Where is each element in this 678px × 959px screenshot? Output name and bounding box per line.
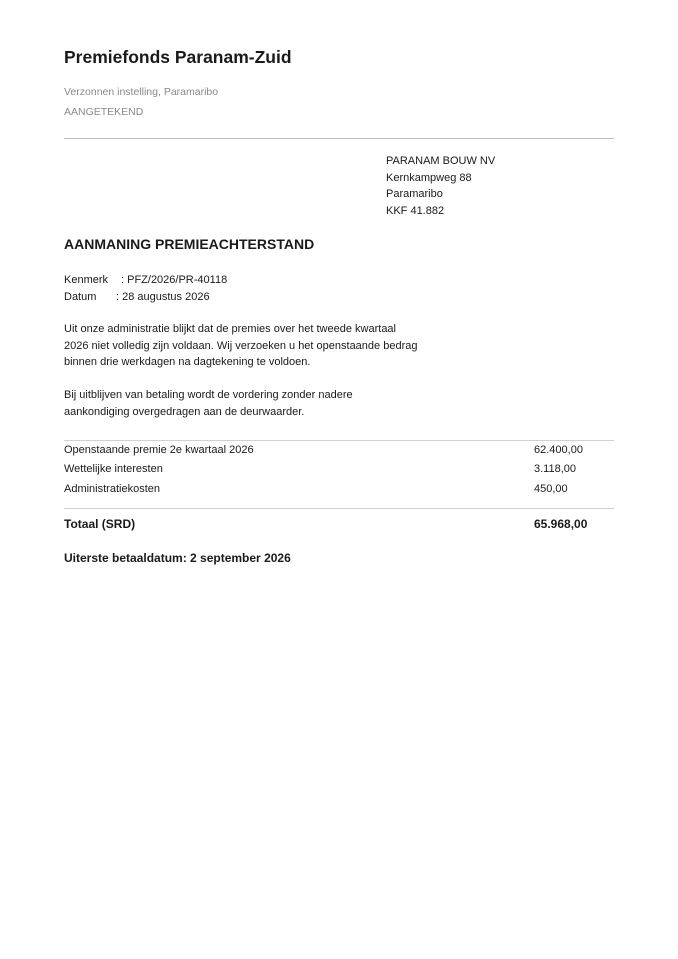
- items-divider-bottom: [64, 508, 614, 509]
- table-row: [64, 463, 614, 482]
- due-date: Uiterste betaaldatum: 2 september 2026: [64, 551, 291, 565]
- organization-name: Premiefonds Paranam-Zuid: [64, 47, 292, 67]
- body-paragraph-2: [64, 387, 353, 420]
- paragraph-line: Bij uitblijven van betaling wordt de vordering zonder nadere: [64, 389, 353, 401]
- recipient-line: KKF 41.882: [386, 204, 445, 217]
- body-paragraph-1: [64, 321, 417, 371]
- recipient-line: Paramaribo: [386, 188, 443, 200]
- paragraph-line: binnen drie werkdagen na dagtekening te voldoen.: [64, 356, 311, 368]
- header-divider: [64, 138, 614, 139]
- items-divider-top: [64, 440, 614, 441]
- amounts-table: [64, 444, 614, 502]
- recipient-address: [386, 153, 495, 219]
- letter-title: AANMANING PREMIEACHTERSTAND: [64, 236, 315, 252]
- item-label: Administratiekosten: [64, 482, 160, 495]
- total-amount: 65.968,00: [534, 517, 588, 531]
- paragraph-line: 2026 niet volledig zijn voldaan. Wij verzoeken u het openstaande bedrag: [64, 339, 418, 352]
- table-row: [64, 483, 614, 502]
- item-amount: 62.400,00: [534, 444, 583, 456]
- total-label: Totaal (SRD): [64, 517, 136, 531]
- recipient-line: Kernkampweg 88: [386, 171, 472, 184]
- table-row: [64, 444, 614, 463]
- registered-mark: AANGETEKEND: [64, 106, 144, 118]
- item-label: Wettelijke interesten: [64, 463, 163, 476]
- reference-value: : PFZ/2026/PR-40118: [121, 274, 228, 286]
- organization-subtitle: Verzonnen instelling, Paramaribo: [64, 86, 219, 98]
- date-value: : 28 augustus 2026: [116, 291, 210, 303]
- reference-label: Kenmerk: [64, 274, 109, 286]
- item-label: Openstaande premie 2e kwartaal 2026: [64, 444, 254, 456]
- paragraph-line: Uit onze administratie blijkt dat de premies over het tweede kwartaal: [64, 323, 396, 335]
- paragraph-line: aankondiging overgedragen aan de deurwaarder.: [64, 405, 305, 418]
- item-amount: 450,00: [534, 482, 568, 495]
- recipient-line: PARANAM BOUW NV: [386, 155, 496, 167]
- item-amount: 3.118,00: [534, 463, 577, 476]
- date-label: Datum: [64, 291, 97, 303]
